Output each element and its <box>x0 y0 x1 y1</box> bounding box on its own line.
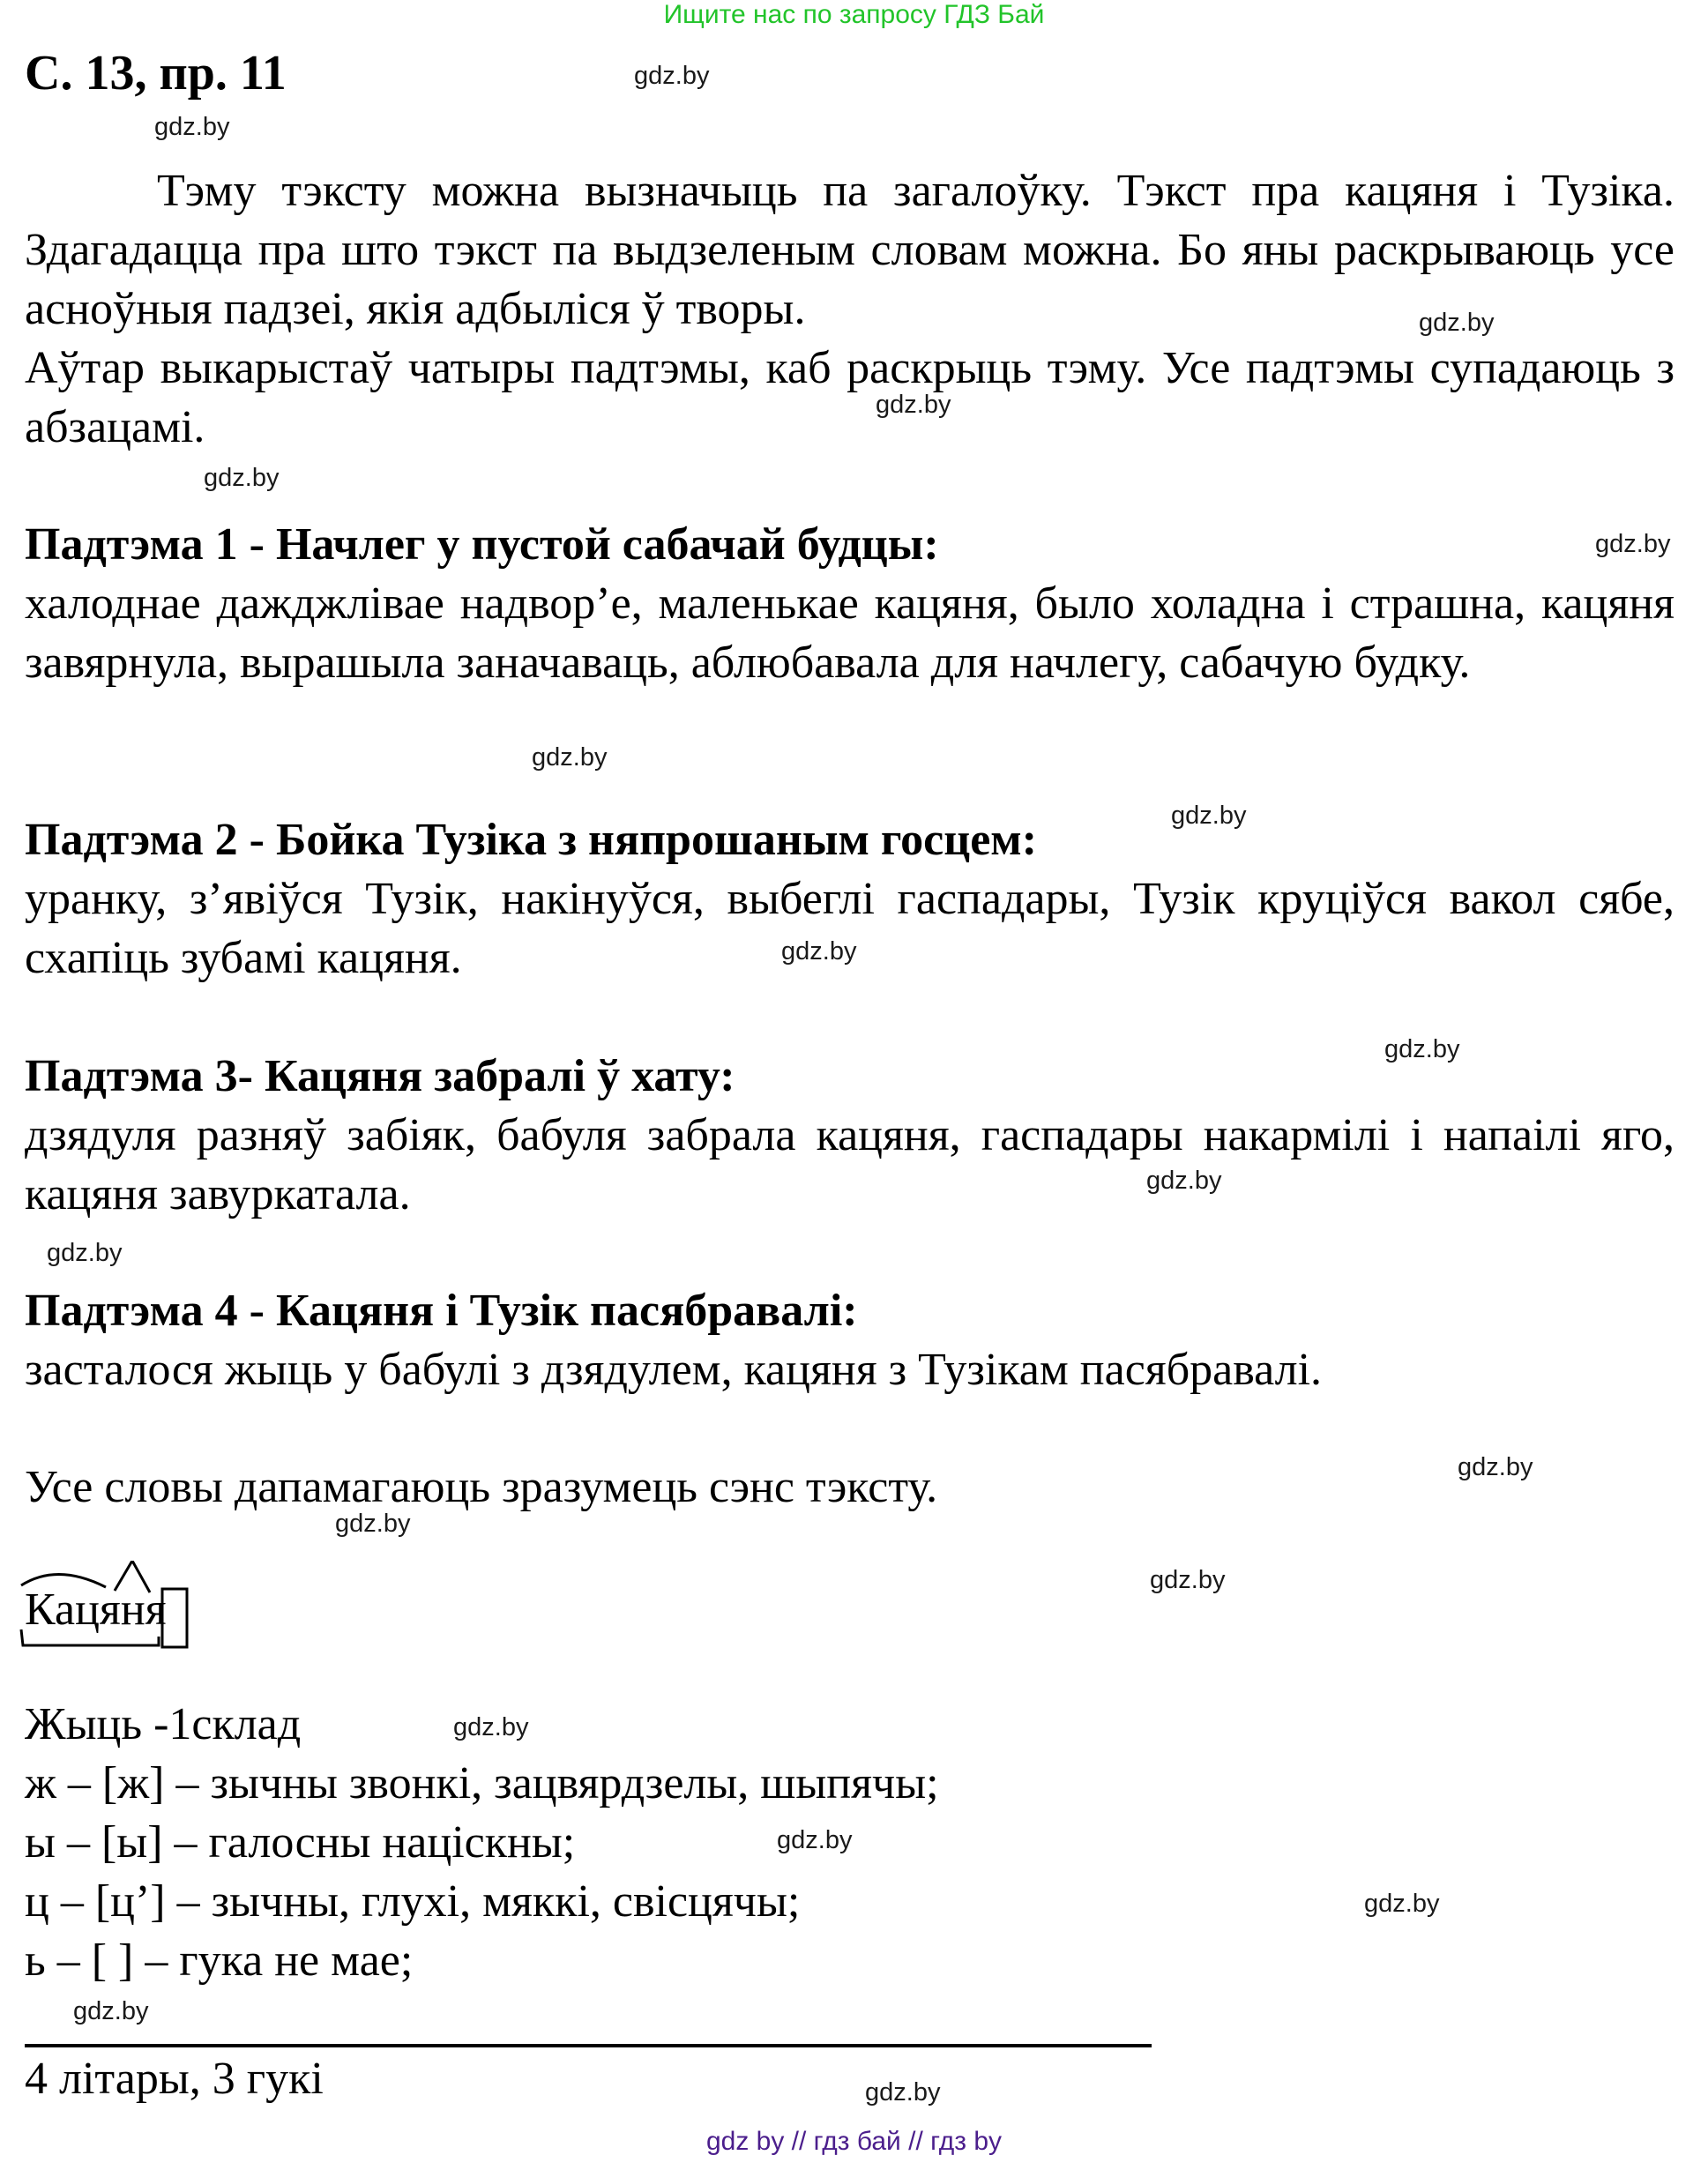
subtopic-text: засталося жыць у бабулі з дзядулем, кацяня з Тузікам пасябравалі. <box>25 1345 1323 1395</box>
watermark: gdz.by <box>634 62 710 90</box>
analyzed-word: Кацяня <box>25 1585 167 1635</box>
subtopic-3 <box>25 1047 1674 1224</box>
subtopic-text: уранку, з’явіўся Тузік, накінуўся, выбеглі гаспадары, Тузік круціўся вакол сябе, схапіць зубамі кацяня. <box>25 874 1674 983</box>
watermark: gdz.by <box>1595 530 1671 558</box>
watermark: gdz.by <box>532 743 608 772</box>
phonetic-header: Жыць -1склад <box>25 1699 302 1749</box>
watermark: gdz.by <box>876 391 951 419</box>
phonetic-line: ц – [ц’] – зычны, глухі, мяккі, свісцячы; <box>25 1876 801 1927</box>
phonetic-line: ы – [ы] – галосны націскны; <box>25 1817 576 1868</box>
word-structure-diagram <box>18 1561 194 1649</box>
subtopic-1 <box>25 515 1674 692</box>
footer-links[interactable]: gdz by // гдз бай // гдз by <box>705 2127 1003 2156</box>
watermark: gdz.by <box>1364 1890 1440 1918</box>
subtopic-heading: Падтэма 4 - Кацяня і Тузік пасябравалі: <box>25 1286 858 1336</box>
subtopic-heading: Падтэма 2 - Бойка Тузіка з няпрошаным госцем: <box>25 815 1038 865</box>
page-title: С. 13, пр. 11 <box>25 46 287 101</box>
subtopic-text: дзядуля разняў забіяк, бабуля забрала кацяня, гаспадары накармілі і напаілі яго, кацяня завуркатала. <box>25 1110 1674 1219</box>
intro-paragraph-1: Тэму тэксту можна вызначыць па загалоўку. Тэкст пра кацяня і Тузіка. Здагадацца пра што тэкст па выдзеленым словам можна. Бо яны раскрываюць усе асноўныя падзеі, якія адбыліся ў творы. <box>25 166 1674 334</box>
watermark: gdz.by <box>1384 1035 1460 1063</box>
watermark: gdz.by <box>73 1997 149 2025</box>
subtopic-4 <box>25 1281 1674 1399</box>
watermark: gdz.by <box>865 2078 941 2107</box>
watermark: gdz.by <box>204 464 280 492</box>
watermark: gdz.by <box>335 1510 411 1538</box>
phonetic-line: ж – [ж] – зычны звонкі, зацвярдзелы, шыпячы; <box>25 1758 939 1808</box>
watermark: gdz.by <box>1171 802 1247 830</box>
intro-paragraph-2: Аўтар выкарыстаў чатыры падтэмы, каб раскрыць тэму. Усе падтэмы супадаюць з абзацамі. <box>25 343 1674 452</box>
conclusion: Усе словы дапамагаюць зразумець сэнс тэксту. <box>25 1462 938 1512</box>
watermark: gdz.by <box>154 113 230 141</box>
top-banner[interactable]: Ищите нас по запросу ГДЗ Бай <box>663 0 1045 29</box>
watermark: gdz.by <box>1458 1453 1533 1481</box>
watermark: gdz.by <box>1146 1167 1222 1195</box>
divider <box>25 2044 1152 2047</box>
watermark: gdz.by <box>453 1713 529 1741</box>
watermark: gdz.by <box>1150 1566 1226 1594</box>
watermark: gdz.by <box>777 1826 853 1854</box>
subtopic-text: халоднае дажджлівае надвор’е, маленькае кацяня, было холадна і страшна, кацяня завярнула, вырашыла заначаваць, аблюбавала для начлегу, сабачую будку. <box>25 578 1674 688</box>
watermark: gdz.by <box>1419 309 1495 337</box>
phonetic-summary: 4 літары, 3 гукі <box>25 2054 324 2104</box>
subtopic-heading: Падтэма 3- Кацяня забралі ў хату: <box>25 1051 735 1101</box>
watermark: gdz.by <box>47 1239 123 1267</box>
subtopic-heading: Падтэма 1 - Начлег у пустой сабачай будцы: <box>25 519 939 570</box>
phonetic-line: ь – [ ] – гука не мае; <box>25 1935 414 1986</box>
watermark: gdz.by <box>781 937 857 966</box>
